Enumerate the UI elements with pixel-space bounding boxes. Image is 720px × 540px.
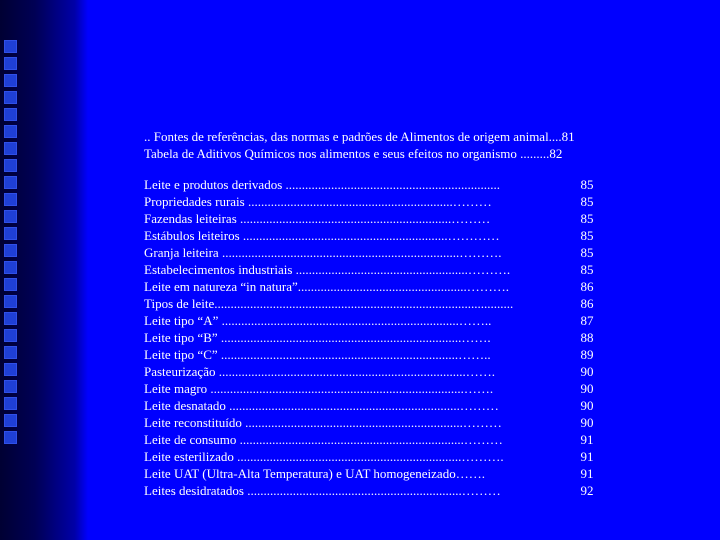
toc-entry (144, 176, 614, 193)
decorative-side-strip (0, 0, 88, 540)
toc-entry-title: Pasteurização ............................................................................……. (144, 364, 495, 379)
toc-entry-page: 86 (580, 279, 594, 294)
toc-entry (144, 261, 614, 278)
toc-entry-title: Leite UAT (Ultra-Alta Temperatura) e UAT homogeneizado……. (144, 466, 485, 481)
toc-entry-title: Leite desnatado .......................................................................……… (144, 398, 499, 413)
toc-entry (144, 482, 614, 499)
toc-entry (144, 431, 614, 448)
toc-entry (144, 414, 614, 431)
toc-entry-title: Leite em natureza “in natura”....................................................………. (144, 279, 509, 294)
toc-entry (144, 329, 614, 346)
toc-entry-page: 91 (580, 432, 594, 447)
toc-entry-page: 88 (580, 330, 594, 345)
toc-entry-page: 85 (580, 245, 594, 260)
toc-entry-title: Leite tipo “A” .........................................................................…….. (144, 313, 492, 328)
toc-entry (144, 227, 614, 244)
toc-entry (144, 380, 614, 397)
toc-entry-title: Estábulos leiteiros ...............................................................………… (144, 228, 500, 243)
toc-entry-page: 90 (580, 364, 594, 379)
toc-entry-title: Fazendas leiteiras .................................................................……… (144, 211, 491, 226)
toc-entry (144, 193, 614, 210)
toc-entry-page: 85 (580, 228, 594, 243)
toc-entry-page: 85 (580, 211, 594, 226)
toc-entry-page: 85 (580, 262, 594, 277)
toc-entry-page: 90 (580, 415, 594, 430)
toc-entry-page: 85 (580, 177, 594, 192)
toc-entry-title: Leites desidratados ..................................................................……… (144, 483, 501, 498)
toc-entry-page: 89 (580, 347, 594, 362)
toc-entry (144, 278, 614, 295)
toc-entry-title: Granja leiteira .........................................................................………. (144, 245, 502, 260)
toc-entry-page: 91 (580, 466, 594, 481)
toc-entry (144, 244, 614, 261)
toc-entry-title: Leite tipo “B” ..........................................................................……. (144, 330, 491, 345)
toc-entry (144, 363, 614, 380)
toc-entry-title: Leite reconstituído ...................................................................……… (144, 415, 502, 430)
toc-entry-page: 92 (580, 483, 594, 498)
toc-entry (144, 397, 614, 414)
toc-entry (144, 346, 614, 363)
toc-entry-title: Estabelecimentos industriais .....................................................………. (144, 262, 511, 277)
toc-entry-title: Tipos de leite............................................................................................ (144, 296, 514, 311)
decorative-squares (4, 40, 18, 444)
toc-entry-page: 85 (580, 194, 594, 209)
spacer (144, 162, 614, 176)
toc-entry-page: 90 (580, 398, 594, 413)
toc-entry (144, 465, 614, 482)
toc-entry (144, 295, 614, 312)
toc-entry (144, 210, 614, 227)
table-of-contents (144, 128, 614, 499)
toc-entry-title: Leite esterilizado .....................................................................………. (144, 449, 504, 464)
toc-entry-title: Leite e produtos derivados .................................................................. (144, 177, 501, 192)
header-line-2: Tabela de Aditivos Químicos nos alimentos e seus efeitos no organismo .........82 (144, 146, 563, 161)
toc-entry-page: 87 (580, 313, 594, 328)
toc-entry-page: 91 (580, 449, 594, 464)
toc-list (144, 176, 614, 499)
toc-entry (144, 312, 614, 329)
toc-entry-page: 86 (580, 296, 594, 311)
toc-entry (144, 448, 614, 465)
toc-entry-title: Propriedades rurais ...............................................................……… (144, 194, 492, 209)
toc-entry-title: Leite de consumo .....................................................................……… (144, 432, 503, 447)
toc-entry-title: Leite tipo “C” .........................................................................…….. (144, 347, 491, 362)
header-line-1: .. Fontes de referências, das normas e padrões de Alimentos de origem animal....81 (144, 129, 575, 144)
toc-entry-page: 90 (580, 381, 594, 396)
toc-entry-title: Leite magro ..............................................................................……. (144, 381, 494, 396)
